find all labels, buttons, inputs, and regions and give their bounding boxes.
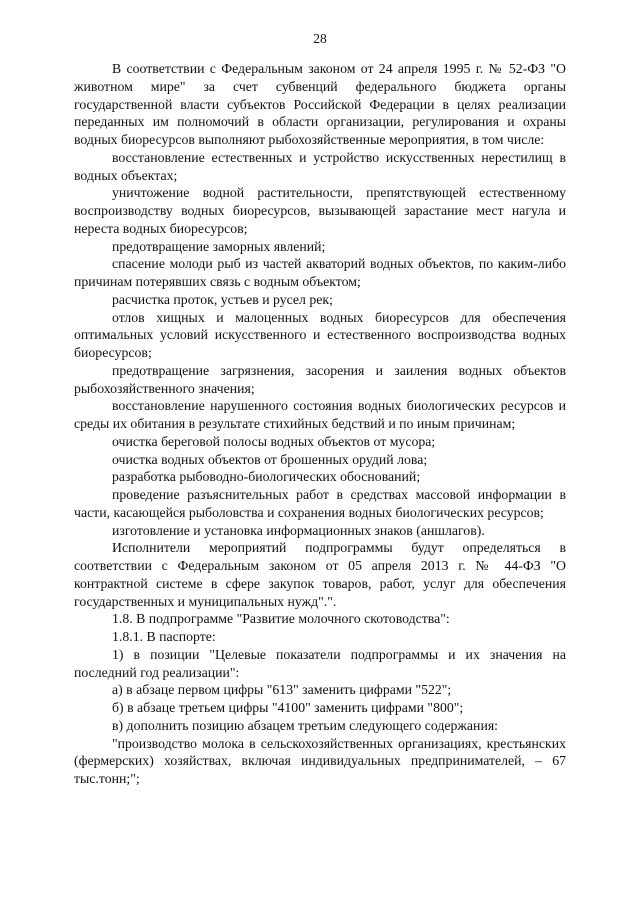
paragraph: предотвращение загрязнения, засорения и заиления водных объектов рыбохозяйственного значения; (74, 362, 566, 396)
paragraph: изготовление и установка информационных знаков (аншлагов). (112, 522, 485, 538)
paragraph: уничтожение водной растительности, препятствующей естественному воспроизводству водных биоресурсов, вызывающей зарастание мест нагула и нереста водных биоресурсов; (74, 185, 566, 236)
paragraph: спасение молоди рыб из частей акваторий водных объектов, по каким-либо причинам потерявших связь с водным объектом; (74, 256, 566, 289)
paragraph: отлов хищных и малоценных водных биоресурсов для обеспечения оптимальных условий искусственного и естественного воспроизводства водных биоресурсов; (74, 309, 566, 360)
paragraph: а) в абзаце первом цифры "613" заменить цифрами "522"; (112, 682, 452, 698)
paragraph: восстановление естественных и устройство искусственных нерестилищ в водных объектах; (74, 149, 566, 183)
paragraph: Исполнители мероприятий подпрограммы будут определяться в соответствии с Федеральным законом от 05 апреля 2013 г. № 44-ФЗ "О контрактной системе в сфере закупок товаров, работ, услуг для обеспечения государственных и муниципальных нужд".". (74, 540, 566, 609)
paragraph: б) в абзаце третьем цифры "4100" заменить цифрами "800"; (112, 700, 464, 715)
paragraph: предотвращение заморных явлений; (112, 238, 326, 254)
paragraph: В соответствии с Федеральным законом от 24 апреля 1995 г. № 52-ФЗ "О животном мире" за счет субвенций федерального бюджета органы государственной власти субъектов Российской Федерации в целях реализации переданных им полномочий в области организации, регулирования и охраны водных биоресурсов выполняют рыбохозяйственные мероприятия, в том числе: (74, 61, 566, 147)
paragraph: "производство молока в сельскохозяйственных организациях, крестьянских (фермерских) хозяйствах, включая индивидуальных предпринимателей, – 67 тыс.тонн;"; (74, 735, 566, 786)
paragraph: восстановление нарушенного состояния водных биологических ресурсов и среды их обитания в результате стихийных бедствий и по иным причинам; (74, 398, 566, 431)
paragraph: расчистка проток, устьев и русел рек; (112, 291, 333, 307)
paragraph: разработка рыбоводно-биологических обоснований; (112, 469, 421, 485)
document-body (74, 60, 566, 788)
paragraph: 1) в позиции "Целевые показатели подпрограммы и их значения на последний год реализации": (74, 646, 566, 680)
page-number: 28 (313, 31, 327, 46)
paragraph: 1.8. В подпрограмме "Развитие молочного скотоводства": (112, 611, 450, 627)
paragraph: очистка водных объектов от брошенных орудий лова; (112, 451, 428, 467)
paragraph: очистка береговой полосы водных объектов от мусора; (112, 433, 436, 449)
paragraph: проведение разъяснительных работ в средствах массовой информации в части, касающейся рыболовства и сохранения водных биологических ресурсов; (74, 487, 566, 520)
paragraph: 1.8.1. В паспорте: (112, 629, 216, 644)
paragraph: в) дополнить позицию абзацем третьим следующего содержания: (112, 717, 499, 733)
